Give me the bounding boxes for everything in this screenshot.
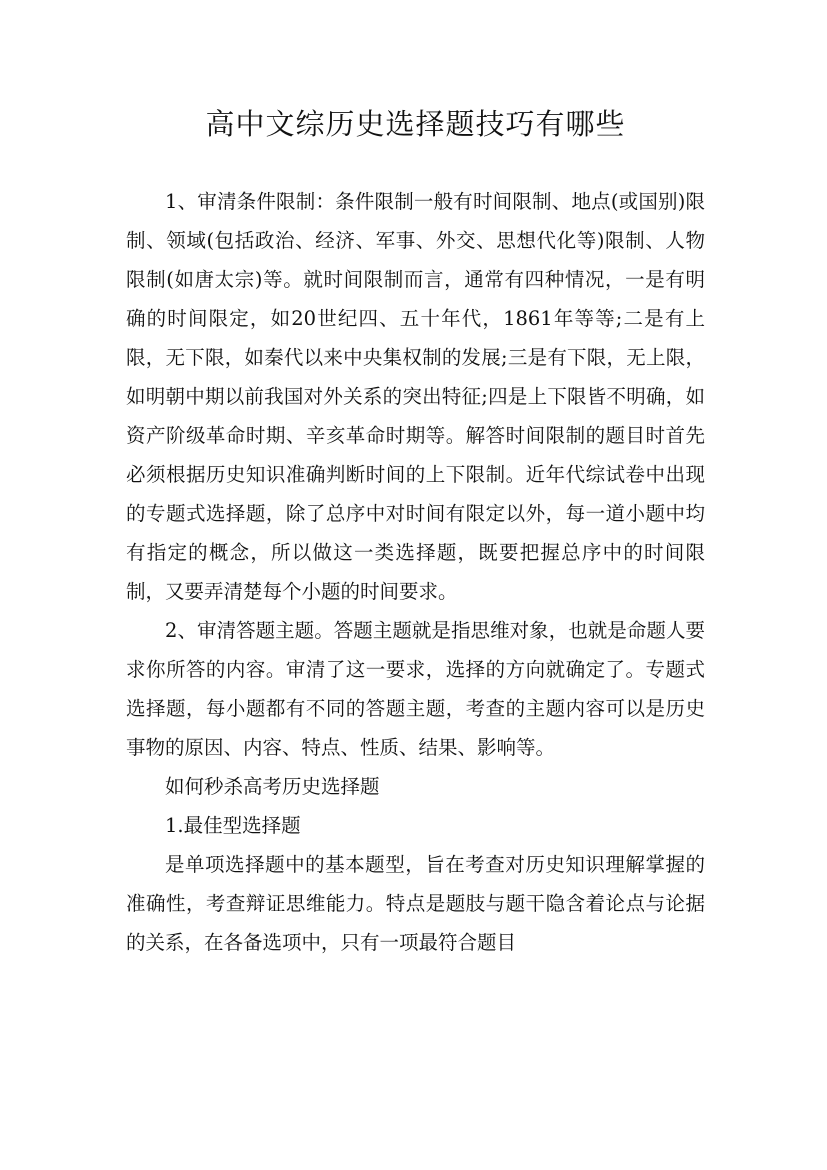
- paragraph-condition-limits: 1、审清条件限制：条件限制一般有时间限制、地点(或国别)限制、领域(包括政治、经济、军事、外交、思想代化等)限制、人物限制(如唐太宗)等。就时间限制而言，通常有四种情况，一是有明确的时间限定，如20世纪四、五十年代，1861年等等;二是有上限，无下限，如秦代以来中央集权制的发展;三是有下限，无上限，如明朝中期以前我国对外关系的突出特征;四是上下限皆不明确，如资产阶级革命时期、辛亥革命时期等。解答时间限制的题目时首先必须根据历史知识准确判断时间的上下限制。近年代综试卷中出现的专题式选择题，除了总序中对时间有限定以外，每一道小题中均有指定的概念，所以做这一类选择题，既要把握总序中的时间限制，又要弄清楚每个小题的时间要求。: [126, 190, 705, 603]
- paragraph-answer-theme: 2、审清答题主题。答题主题就是指思维对象，也就是命题人要求你所答的内容。审清了这一要求，选择的方向就确定了。专题式选择题，每小题都有不同的答题主题，考查的主题内容可以是历史事物的原因、内容、特点、性质、结果、影响等。: [126, 619, 705, 759]
- document-body: [126, 182, 705, 962]
- paragraph-best-choice: 是单项选择题中的基本题型，旨在考查对历史知识理解掌握的准确性，考查辩证思维能力。特点是题肢与题干隐含着论点与论据的关系，在各备选项中，只有一项最符合题目: [126, 853, 705, 954]
- document-title: 高中文综历史选择题技巧有哪些: [205, 107, 626, 141]
- section-heading: 如何秒杀高考历史选择题: [165, 775, 380, 798]
- subsection-heading: 1.最佳型选择题: [165, 814, 301, 837]
